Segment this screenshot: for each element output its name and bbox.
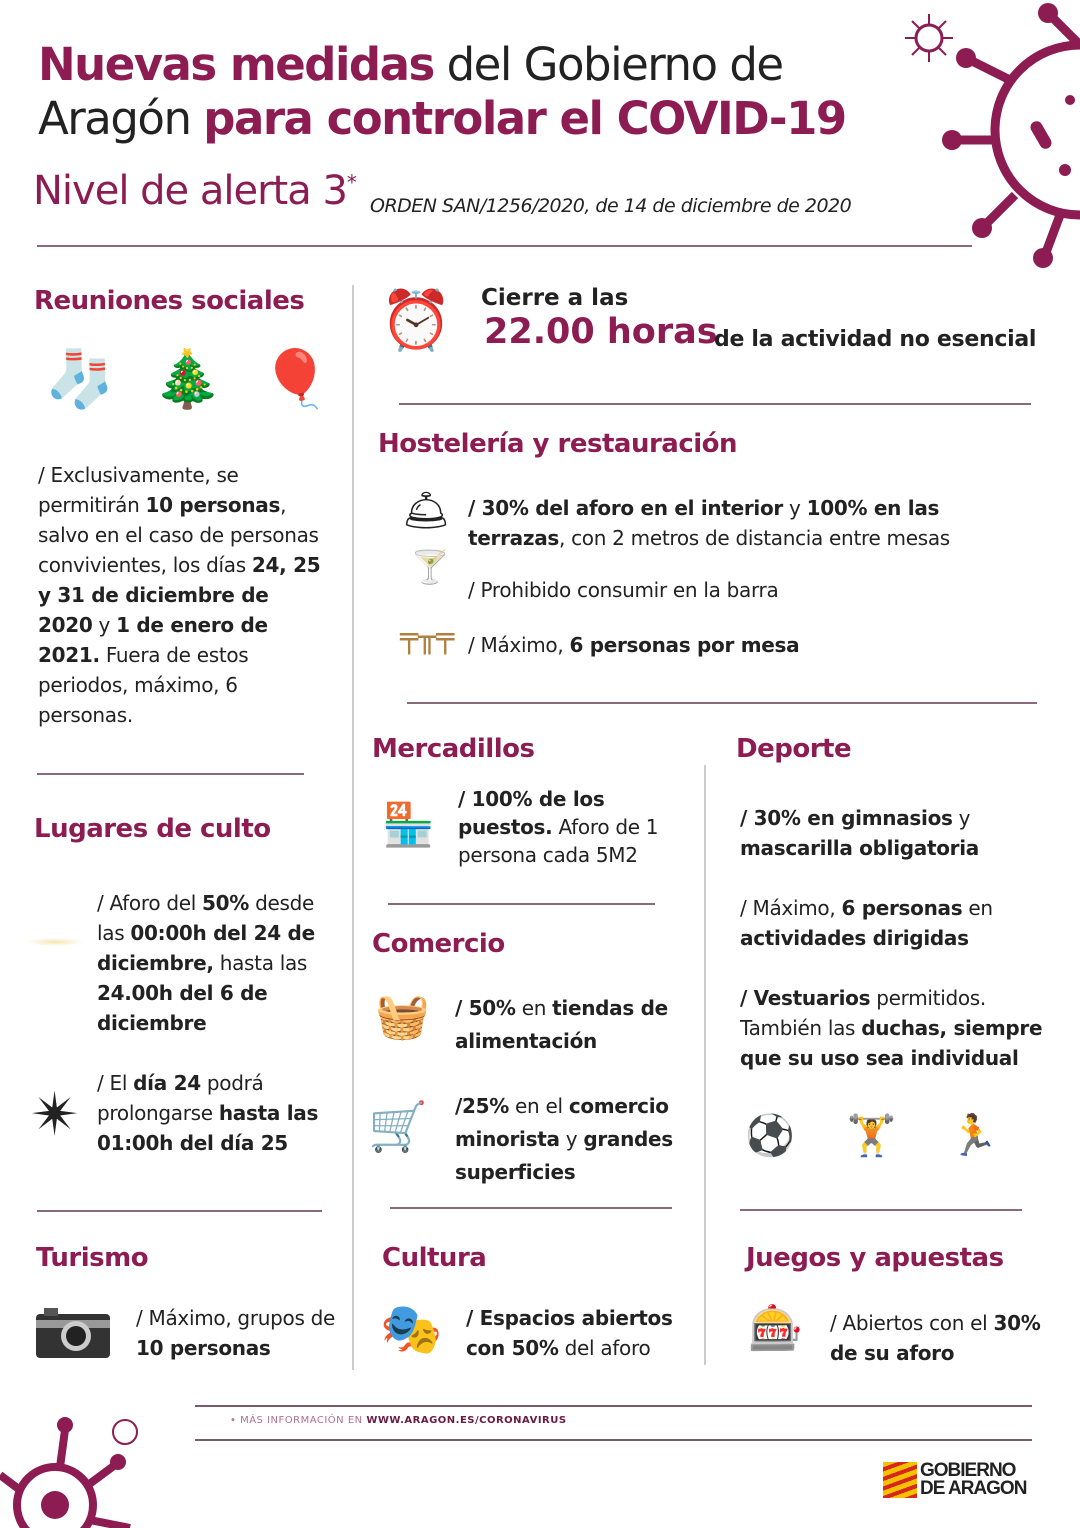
text-segment: 1 de enero de 2021.	[38, 613, 268, 667]
text-segment: / 30% del aforo en el interior	[468, 496, 783, 520]
deporte-item-2	[740, 893, 1060, 953]
section-title-deporte: Deporte	[736, 734, 852, 764]
section-title-culto: Lugares de culto	[34, 814, 271, 844]
title-line-1	[38, 38, 783, 92]
culto-item-2	[97, 1068, 337, 1158]
text-segment: desde las	[97, 891, 315, 945]
juegos-text	[830, 1308, 1050, 1368]
hosteleria-item-3	[468, 630, 1033, 660]
text-segment: Aforo de 1 persona cada 5M2	[458, 815, 659, 867]
title-line-2	[38, 92, 846, 146]
runner-icon: 🏃	[948, 1113, 999, 1159]
text-segment: / Aforo del	[97, 891, 203, 915]
alert-level	[33, 168, 356, 214]
text-segment: / El	[97, 1071, 134, 1095]
alert-asterisk: *	[346, 170, 356, 195]
text-segment: / 50%	[455, 996, 516, 1020]
comercio-item-2	[455, 1090, 695, 1189]
divider	[388, 903, 655, 905]
small-virus-icon	[903, 12, 955, 64]
divider	[390, 1207, 672, 1209]
culto-item-1	[97, 888, 347, 1038]
christmas-tree-icon: 🎄	[152, 347, 223, 412]
text-segment: permitidos. También las	[740, 986, 986, 1040]
aragon-flag-icon	[883, 1462, 917, 1498]
text-segment: 24, 25 y 31 de diciembre de 2020	[38, 553, 321, 637]
shopping-cart-icon: 🛒	[368, 1099, 428, 1155]
christmas-stocking-icon: 🧦	[45, 347, 115, 412]
section-title-comercio: Comercio	[372, 929, 505, 959]
soccer-ball-icon: ⚽	[745, 1113, 795, 1159]
poker-chips-icon: 🎰	[748, 1303, 803, 1354]
text-segment: duchas, siempre que su uso sea individual	[740, 1016, 1043, 1070]
divider	[37, 773, 304, 775]
hosteleria-item-1	[468, 493, 1033, 553]
text-segment: 6 personas por mesa	[569, 633, 800, 657]
cocktail-icon: 🍸	[410, 548, 450, 586]
divider	[37, 245, 972, 247]
section-title-reuniones: Reuniones sociales	[34, 286, 305, 316]
text-segment: / Máximo,	[740, 896, 842, 920]
section-title-juegos: Juegos y apuestas	[746, 1243, 1004, 1273]
sport-icons	[745, 1112, 998, 1159]
text-segment: / Máximo, grupos de	[136, 1306, 336, 1330]
text-segment: hasta las	[213, 951, 308, 975]
text-segment: comercio minorista	[455, 1094, 669, 1151]
text-segment: /25%	[455, 1094, 509, 1118]
text-segment: 30% de su aforo	[830, 1311, 1041, 1365]
text-segment: del Gobierno de	[433, 38, 783, 91]
text-segment: del aforo	[558, 1336, 651, 1360]
text-segment: , con 2 metros de distancia entre mesas	[559, 526, 950, 550]
turismo-text	[136, 1303, 336, 1363]
text-segment: mascarilla obligatoria	[740, 836, 979, 860]
cierre-prefix: Cierre a las	[481, 285, 629, 311]
section-title-cultura: Cultura	[382, 1243, 487, 1273]
text-segment: 10 personas	[136, 1336, 271, 1360]
divider	[37, 1210, 322, 1212]
text-segment: 24.00h del 6 de diciembre	[97, 981, 268, 1035]
column-divider	[352, 285, 354, 1370]
hosteleria-item-2	[468, 575, 1033, 605]
grocery-basket-icon: 🧺	[375, 991, 430, 1042]
more-info-label: MÁS INFORMACIÓN EN	[240, 1415, 367, 1426]
divider	[399, 403, 1031, 405]
alert-level-text: Nivel de alerta 3	[33, 168, 347, 214]
text-segment: , salvo en el caso de personas convivientes, los días	[38, 493, 319, 577]
text-segment: / Máximo,	[468, 633, 570, 657]
text-segment: en	[515, 996, 553, 1020]
light-glow-icon	[25, 938, 85, 946]
text-segment: 10 personas	[145, 493, 281, 517]
camera-icon	[36, 1308, 110, 1358]
text-segment: / Vestuarios	[740, 986, 871, 1010]
text-segment: grandes superficies	[455, 1127, 673, 1184]
divider	[195, 1405, 1032, 1407]
cultura-text	[466, 1303, 696, 1363]
logo-line-1: GOBIERNO	[920, 1460, 1016, 1481]
table-chairs-icon: ╤╥╤	[400, 620, 455, 655]
cloche-icon: 🛎	[402, 488, 451, 532]
column-divider	[704, 765, 706, 1365]
text-segment: 50%	[202, 891, 250, 915]
text-segment: 100% en las terrazas	[468, 496, 940, 550]
comercio-item-1	[455, 992, 695, 1058]
text-segment: y	[559, 1127, 584, 1151]
more-info-link[interactable]: WWW.ARAGON.ES/CORONAVIRUS	[366, 1415, 567, 1426]
text-segment: tiendas de alimentación	[455, 996, 668, 1053]
text-segment: y	[783, 496, 807, 520]
star-sparkle-icon: ✴	[30, 1080, 81, 1150]
section-title-turismo: Turismo	[36, 1243, 149, 1273]
text-segment: en el	[508, 1094, 569, 1118]
more-info: • MÁS INFORMACIÓN EN WWW.ARAGON.ES/CORONAVIRUS	[230, 1415, 567, 1426]
divider	[740, 1209, 1022, 1211]
christmas-icons	[45, 340, 330, 420]
deporte-item-3	[740, 983, 1060, 1073]
text-segment: para controlar el COVID-19	[203, 92, 846, 145]
text-segment: / Exclusivamente, se permitirán	[38, 463, 239, 517]
theater-masks-icon: 🎭	[380, 1300, 443, 1358]
text-segment: / Abiertos con el	[830, 1311, 994, 1335]
text-segment: Nuevas medidas	[38, 38, 434, 91]
market-stall-icon: 🏪	[382, 800, 435, 849]
cierre-suffix: de la actividad no esencial	[714, 327, 1037, 352]
reuniones-text	[38, 460, 328, 730]
text-segment: 6 personas	[841, 896, 963, 920]
text-segment: Aragón	[38, 92, 204, 145]
text-segment: / 100% de los puestos.	[458, 787, 605, 839]
text-segment: día 24	[133, 1071, 201, 1095]
mercadillos-text	[458, 785, 688, 869]
deporte-item-1	[740, 803, 1060, 863]
text-segment: / Prohibido consumir en la barra	[468, 578, 779, 602]
virus-decoration-bottom-icon	[0, 1410, 150, 1528]
text-segment: actividades dirigidas	[740, 926, 969, 950]
section-title-hosteleria: Hostelería y restauración	[378, 429, 738, 459]
text-segment: 00:00h del 24 de diciembre,	[97, 921, 315, 975]
text-segment: en	[962, 896, 993, 920]
alarm-clock-icon: ⏰	[380, 286, 453, 354]
cierre-time: 22.00 horas	[484, 312, 718, 352]
section-title-mercadillos: Mercadillos	[372, 734, 535, 764]
divider	[195, 1439, 1032, 1441]
christmas-ornaments-icon: 🎈	[260, 347, 331, 412]
text-segment: y	[92, 613, 117, 637]
order-reference: ORDEN SAN/1256/2020, de 14 de diciembre de 2020	[370, 195, 852, 217]
text-segment: / 30% en gimnasios	[740, 806, 953, 830]
text-segment: Fuera de estos periodos, máximo, 6 personas.	[38, 643, 249, 727]
logo-line-2: DE ARAGON	[920, 1478, 1027, 1499]
divider	[407, 702, 1037, 704]
gobierno-aragon-logo	[883, 1462, 1026, 1498]
weightlifting-icon: 🏋	[846, 1113, 897, 1159]
text-segment: hasta las 01:00h del día 25	[97, 1101, 319, 1155]
text-segment: podrá prolongarse	[97, 1071, 264, 1125]
text-segment: y	[952, 806, 971, 830]
text-segment: / Espacios abiertos con 50%	[466, 1306, 673, 1360]
